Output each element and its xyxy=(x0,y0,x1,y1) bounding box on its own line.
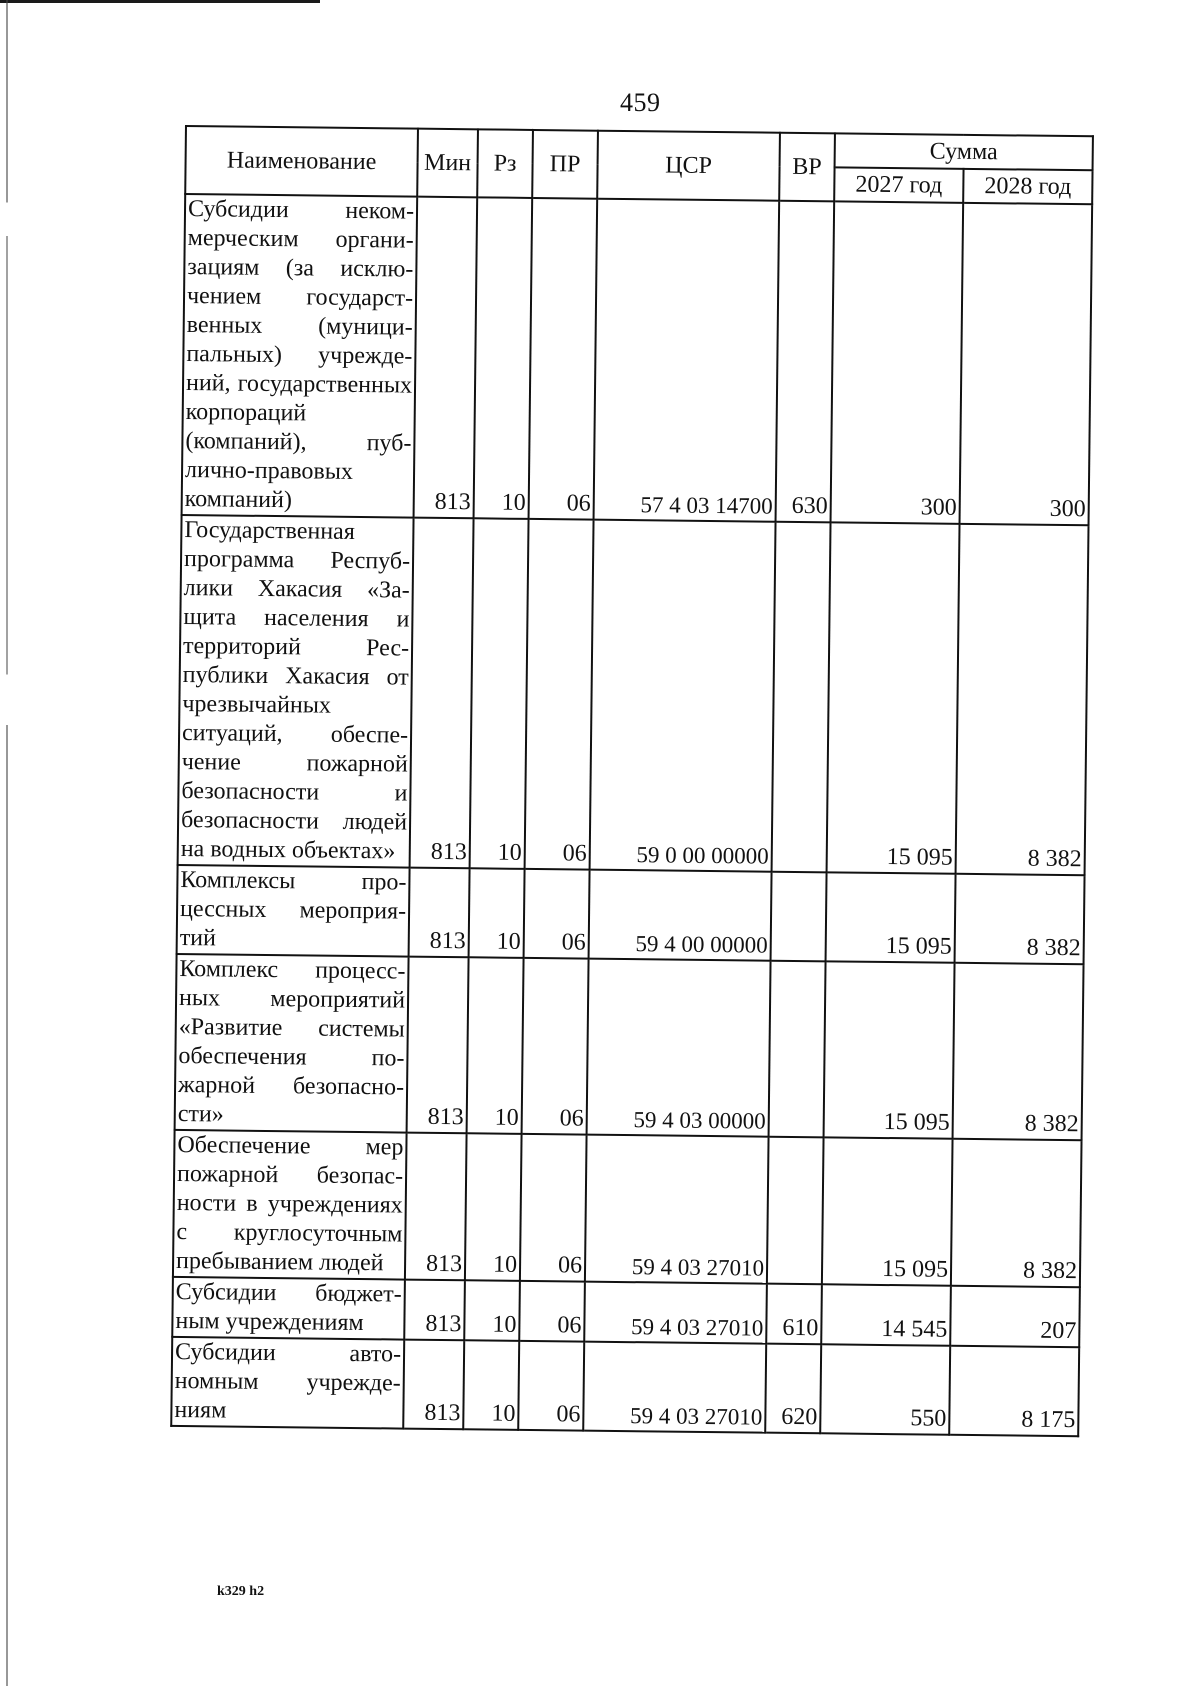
row-rz: 10 xyxy=(465,1133,522,1281)
header-year-2028: 2028 год xyxy=(963,169,1092,204)
footer-code: k329 h2 xyxy=(217,1584,265,1599)
row-csr: 59 4 00 00000 xyxy=(589,870,772,961)
row-vr xyxy=(772,522,831,873)
row-sum-2028: 8 382 xyxy=(951,1139,1082,1287)
row-min: 813 xyxy=(409,868,470,958)
row-pr: 06 xyxy=(524,869,590,959)
row-vr: 610 xyxy=(766,1284,822,1345)
row-name: Субсидии бюджетным учреждениям xyxy=(172,1277,405,1340)
row-csr: 59 4 03 27010 xyxy=(585,1135,769,1284)
row-vr xyxy=(771,872,827,962)
row-csr: 59 4 03 27010 xyxy=(583,1342,766,1433)
row-rz: 10 xyxy=(469,868,525,958)
row-name: Обеспечение мер пожарной безопасности в учреждениях с круглосуточным пребыванием людей xyxy=(173,1130,407,1280)
budget-table xyxy=(170,125,1094,1437)
header-pr: ПР xyxy=(532,130,598,199)
row-vr xyxy=(767,1137,824,1285)
row-min: 813 xyxy=(403,1340,464,1430)
row-rz: 10 xyxy=(470,518,529,869)
row-sum-2028: 8 382 xyxy=(955,874,1085,964)
row-name: Комплексы процессных мероприятий xyxy=(177,865,410,957)
row-pr: 06 xyxy=(519,1281,585,1342)
row-sum-2027: 550 xyxy=(820,1344,950,1434)
header-csr: ЦСР xyxy=(597,131,780,201)
row-pr: 06 xyxy=(522,958,589,1135)
row-sum-2028: 300 xyxy=(960,203,1093,525)
row-sum-2027: 15 095 xyxy=(822,1137,953,1285)
table-header-row-1 xyxy=(186,126,1093,170)
row-vr xyxy=(769,961,826,1138)
row-name: Комплекс процессных мероприятий «Развитие системы обеспечения пожарной безопасности» xyxy=(175,954,409,1133)
row-pr: 06 xyxy=(525,519,594,870)
row-vr: 620 xyxy=(765,1344,821,1434)
row-csr: 59 0 00 00000 xyxy=(590,520,776,872)
row-min: 813 xyxy=(414,197,478,519)
row-min: 813 xyxy=(405,1133,467,1281)
header-min: Мин xyxy=(417,129,478,198)
row-min: 813 xyxy=(410,518,474,869)
row-sum-2027: 15 095 xyxy=(827,522,960,873)
table-row xyxy=(175,954,1084,1140)
row-csr: 59 4 03 27010 xyxy=(584,1282,767,1344)
row-sum-2027: 15 095 xyxy=(826,872,956,962)
row-pr: 06 xyxy=(518,1341,584,1431)
row-min: 813 xyxy=(404,1280,465,1341)
table-row xyxy=(182,194,1093,525)
row-sum-2027: 15 095 xyxy=(824,961,955,1138)
row-sum-2027: 300 xyxy=(831,201,964,523)
table-row xyxy=(172,1277,1080,1347)
header-name: Наименование xyxy=(185,126,418,197)
row-pr: 06 xyxy=(529,198,598,520)
row-sum-2028: 207 xyxy=(950,1286,1080,1347)
row-csr: 57 4 03 14700 xyxy=(594,199,780,522)
row-rz: 10 xyxy=(474,197,533,519)
row-min: 813 xyxy=(407,957,469,1134)
table-row xyxy=(178,515,1089,875)
row-rz: 10 xyxy=(463,1340,519,1430)
row-sum-2028: 8 382 xyxy=(956,524,1089,875)
row-name: Государственная программа Республики Хакасия «Защита населения и территорий Республики Хакасия от чрезвычайных ситуаций, обеспечение пожарной безопасности и безопасности людей на водных объектах» xyxy=(178,515,414,868)
scan-edge-top xyxy=(0,0,320,3)
table-row xyxy=(173,1130,1082,1287)
row-pr: 06 xyxy=(520,1134,587,1282)
header-sum: Сумма xyxy=(835,133,1093,170)
row-vr: 630 xyxy=(776,201,835,523)
row-name: Субсидии автономным учреждениям xyxy=(171,1337,404,1429)
table-row xyxy=(171,1337,1079,1436)
header-year-2027: 2027 год xyxy=(834,167,963,202)
row-csr: 59 4 03 00000 xyxy=(587,959,771,1137)
row-rz: 10 xyxy=(467,957,524,1134)
page-number: 459 xyxy=(620,88,661,117)
row-sum-2028: 8 382 xyxy=(953,963,1084,1140)
row-sum-2027: 14 545 xyxy=(821,1284,951,1345)
row-rz: 10 xyxy=(464,1280,520,1341)
header-vr: ВР xyxy=(779,133,835,202)
scan-edge-left xyxy=(6,0,8,1686)
row-sum-2028: 8 175 xyxy=(949,1346,1079,1436)
row-name: Субсидии некоммерческим организациям (за исключением государственных (муниципальных) учреждений, государственных корпораций (компаний), публично-правовых компаний) xyxy=(182,194,418,518)
header-rz: Рз xyxy=(477,129,533,198)
table-row xyxy=(177,865,1085,964)
